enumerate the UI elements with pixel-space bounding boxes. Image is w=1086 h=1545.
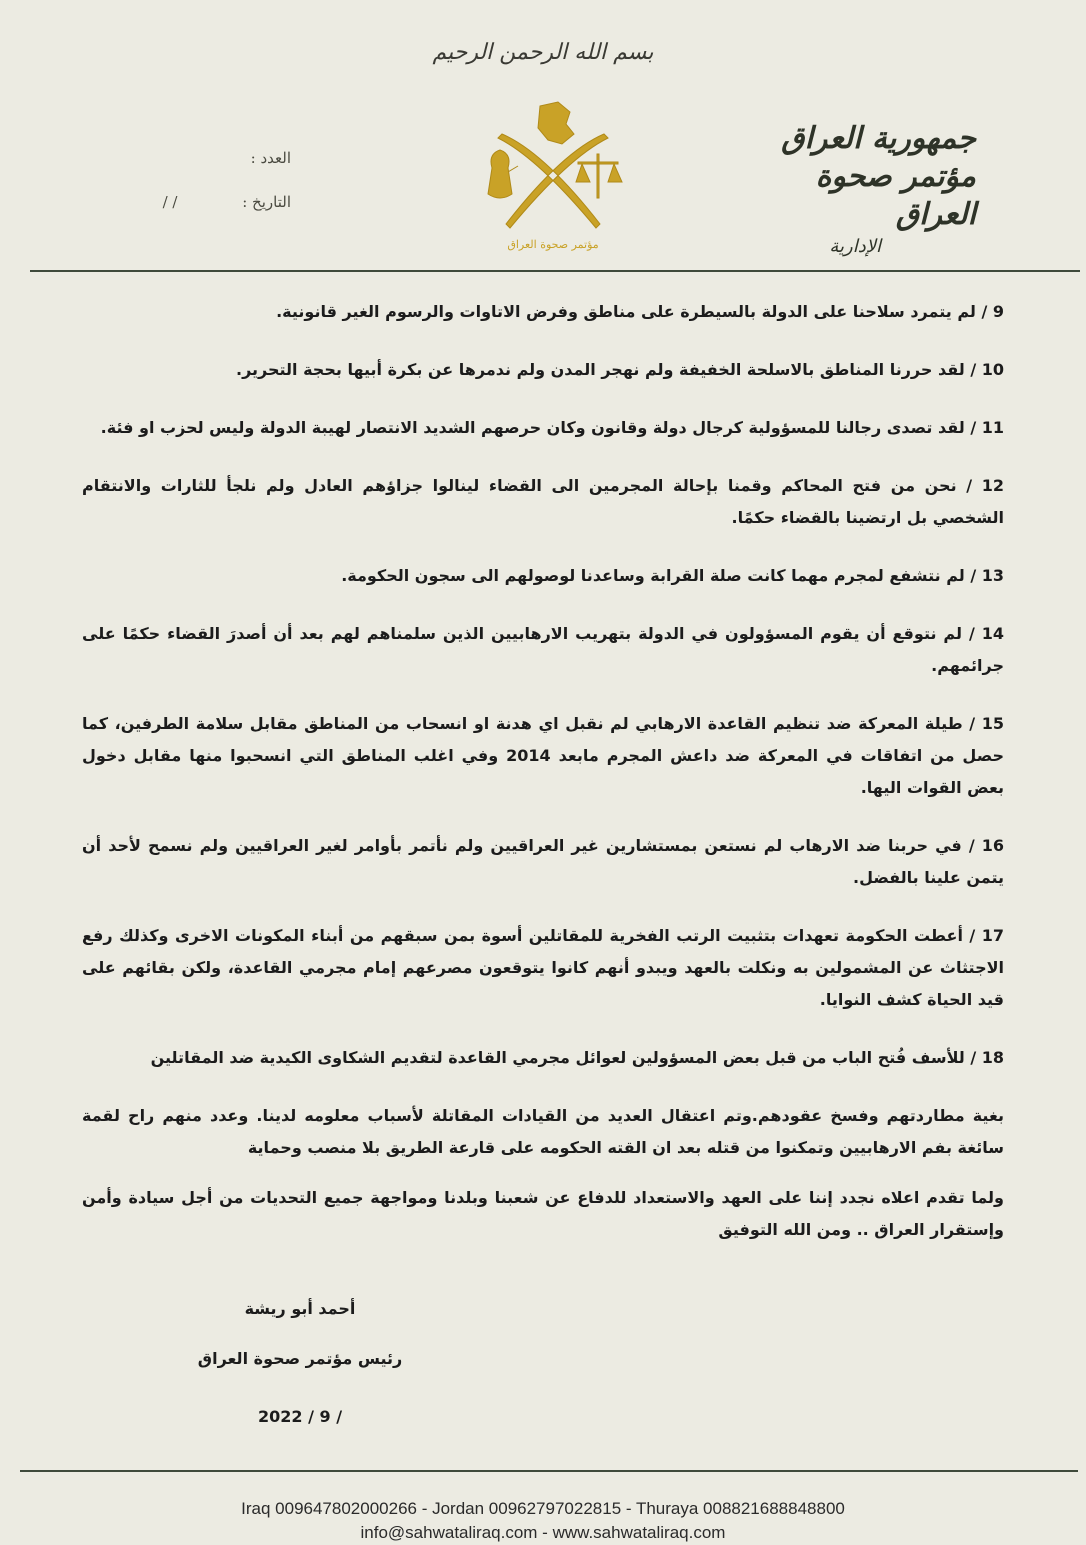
iraq-map-icon — [538, 102, 574, 144]
basmala: بسم الله الرحمن الرحيم — [432, 40, 654, 65]
date-slashes: / / — [162, 193, 178, 211]
footer-phones: Iraq 009647802000266 - Jordan 00962797022815 - Thuraya 008821688848800 — [241, 1499, 845, 1518]
scales-icon — [576, 154, 622, 198]
emblem-caption: مؤتمر صحوة العراق — [507, 238, 599, 251]
paragraph-13: 13 / لم نتشفع لمجرم مهما كانت صلة القرابة وساعدنا لوصولهم الى سجون الحكومة. — [341, 566, 1004, 585]
reference-block — [91, 148, 291, 236]
org-country: جمهورية العراق — [781, 121, 976, 156]
paragraph-18: 18 / للأسف فُتح الباب من قبل بعض المسؤولين لعوائل مجرمي القاعدة لتقديم الشكاوى الكيدية ضد المقاتلين — [150, 1048, 1004, 1067]
footer-contact[interactable]: info@sahwataliraq.com - www.sahwataliraq.com — [360, 1523, 726, 1542]
gold-emblem-logo — [478, 98, 628, 258]
coffee-pot-icon — [488, 150, 518, 198]
paragraph-17: 17 / أعطت الحكومة تعهدات بتثبيت الرتب الفخرية للمقاتلين أسوة بمن سبقهم من أبناء المكونات الاخرى وكذلك رفع الاجتثاث عن المشمولين به ونكلت بالعهد ويبدو أنهم كانوا يتوقعون مصرعهم إمام مجرمي القاعدة، ولكن بقائهم على قيد الحياة كشف النوايا. — [82, 926, 1004, 1009]
date-field — [91, 192, 291, 236]
date-label: التاريخ : — [242, 193, 291, 211]
paragraph-15: 15 / طيلة المعركة ضد تنظيم القاعدة الارهابي لم نقبل اي هدنة او انسحاب من المناطق مقابل سلامة الطرفين، كما حصل من اتفاقات في المعركة ضد داعش المجرم مابعد 2014 وفي اغلب المناطق التي انسحبوا منها مقابل دخول بعض القوات اليها. — [82, 714, 1004, 797]
number-label: العدد : — [250, 149, 291, 167]
organization-header — [736, 120, 976, 260]
paragraph-closing: ولما تقدم اعلاه نجدد إننا على العهد والاستعداد للدفاع عن شعبنا وبلدنا ومواجهة جميع التحديات من أجل سيادة وأمن وإستقرار العراق .. ومن الله التوفيق — [82, 1188, 1004, 1239]
paragraph-11: 11 / لقد تصدى رجالنا للمسؤولية كرجال دولة وقانون وكان حرصهم الشديد الانتصار لهيبة الدولة وليس لحزب او فئة. — [100, 418, 1004, 437]
signature-date: 2022 / 9 / — [257, 1407, 343, 1426]
footer — [0, 1497, 1086, 1545]
crossed-swords-icon — [498, 134, 608, 228]
paragraph-14: 14 / لم نتوقع أن يقوم المسؤولون في الدولة بتهريب الارهابيين الذين سلمناهم لهم بعد أن أصدرَ القضاء حكمًا على جرائمهم. — [82, 624, 1004, 675]
paragraph-16: 16 / في حربنا ضد الارهاب لم نستعن بمستشارين غير العراقيين ولم نأتمر بأوامر لغير العراقيين ولم نسمح لأحد أن يتمن علينا بالفضل. — [82, 836, 1004, 887]
paragraph-12: 12 / نحن من فتح المحاكم وقمنا بإحالة المجرمين الى القضاء لينالوا جزاؤهم العادل ولم نلجأ للثارات والانتقام الشخصي بل ارتضينا بالقضاء حكمًا. — [82, 476, 1004, 527]
signature-block — [180, 1294, 420, 1432]
letter-body — [82, 296, 1004, 1272]
footer-divider — [20, 1470, 1078, 1472]
header-divider — [30, 270, 1080, 272]
signatory-name: أحمد أبو ريشة — [244, 1299, 356, 1318]
paragraph-continuation: بغية مطاردتهم وفسخ عقودهم.وتم اعتقال العديد من القيادات المقاتلة لأسباب معلومه لدينا. وعدد منهم راح لقمة سائغة بفم الارهابيين وتمكنوا من قتله بعد ان القته الحكومه على قارعة الطريق بلا منصب وحماية — [82, 1106, 1004, 1157]
signatory-title: رئيس مؤتمر صحوة العراق — [197, 1349, 403, 1368]
paragraph-9: 9 / لم يتمرد سلاحنا على الدولة بالسيطرة على مناطق وفرض الاتاوات والرسوم الغير قانونية. — [276, 302, 1004, 321]
org-department: الإدارية — [829, 236, 881, 257]
paragraph-10: 10 / لقد حررنا المناطق بالاسلحة الخفيفة ولم نهجر المدن ولم ندمرها عن بكرة أبيها بحجة التحرير. — [235, 360, 1004, 379]
org-name: مؤتمر صحوة العراق — [815, 159, 976, 232]
